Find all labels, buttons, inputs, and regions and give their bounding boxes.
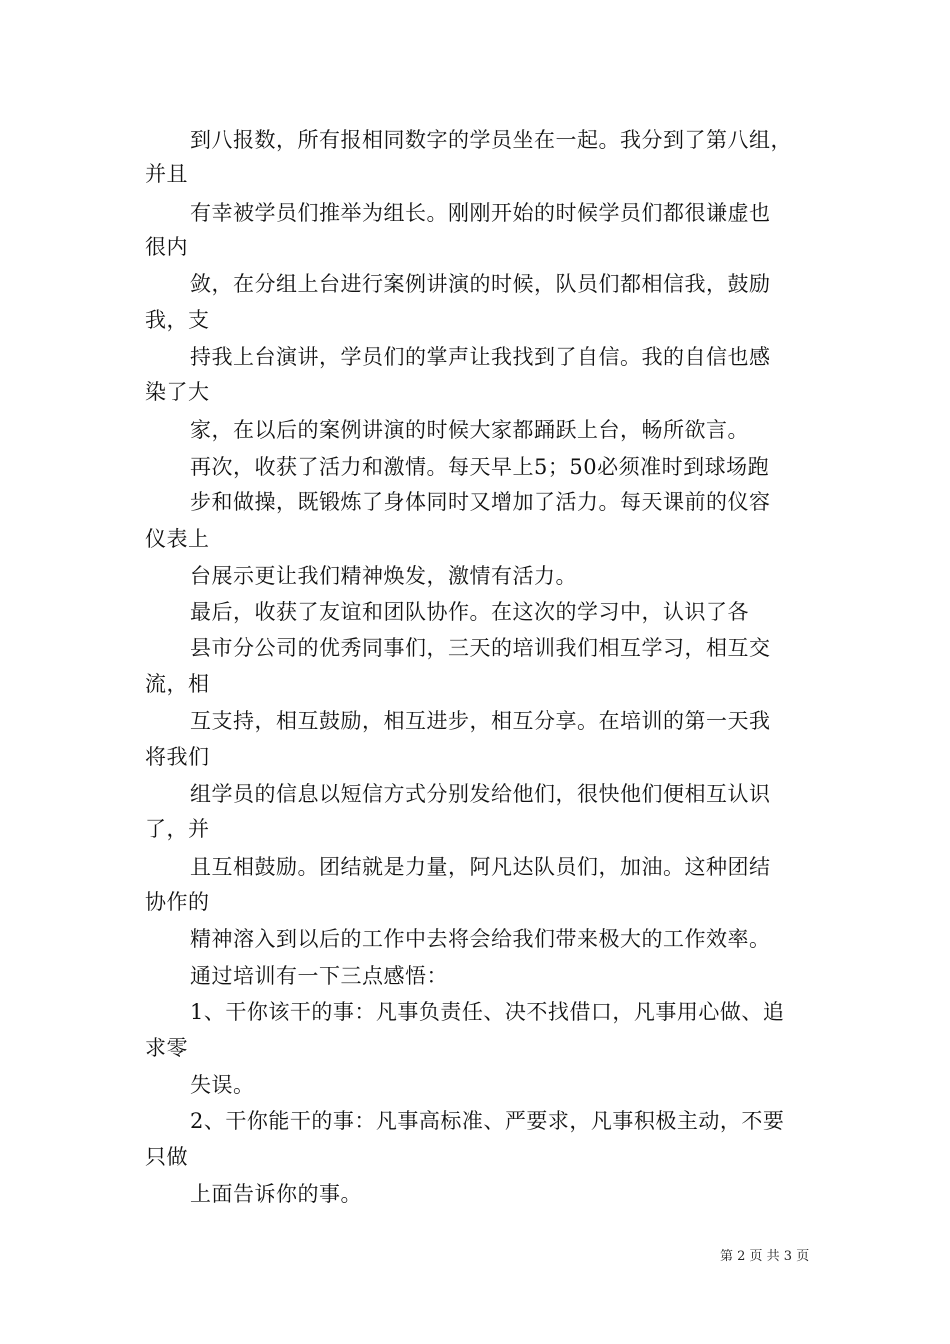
text-line: 将我们 — [145, 745, 210, 769]
text-line: 了，并 — [145, 817, 210, 841]
text-line: 步和做操，既锻炼了身体同时又增加了活力。每天课前的仪容 — [190, 490, 771, 514]
text-line: 通过培训有一下三点感悟： — [190, 964, 448, 988]
text-line: 组学员的信息以短信方式分别发给他们，很快他们便相互认识 — [190, 782, 771, 806]
text-line: 并且 — [145, 162, 188, 186]
text-line: 精神溶入到以后的工作中去将会给我们带来极大的工作效率。 — [190, 927, 771, 951]
text-line: 互支持，相互鼓励，相互进步，相互分享。在培训的第一天我 — [190, 709, 771, 733]
text-line: 失误。 — [190, 1073, 255, 1097]
text-line: 很内 — [145, 235, 188, 259]
page-number-footer: 第 2 页 共 3 页 — [720, 1249, 810, 1264]
text-line: 仪表上 — [145, 527, 210, 551]
text-line: 敛，在分组上台进行案例讲演的时候，队员们都相信我，鼓励 — [190, 272, 771, 296]
text-line: 我，支 — [145, 308, 210, 332]
text-line: 协作的 — [145, 890, 210, 914]
text-line: 最后，收获了友谊和团队协作。在这次的学习中，认识了各 — [190, 600, 749, 624]
text-line: 家，在以后的案例讲演的时候大家都踊跃上台，畅所欲言。 — [190, 418, 749, 442]
text-line: 1、干你该干的事：凡事负责任、决不找借口，凡事用心做、追 — [190, 1000, 785, 1024]
text-line: 染了大 — [145, 380, 210, 404]
text-line: 台展示更让我们精神焕发，激情有活力。 — [190, 564, 577, 588]
text-line: 上面告诉你的事。 — [190, 1182, 362, 1206]
text-line: 有幸被学员们推举为组长。刚刚开始的时候学员们都很谦虚也 — [190, 201, 771, 225]
text-line: 求零 — [145, 1036, 188, 1060]
text-line: 流，相 — [145, 672, 210, 696]
text-line: 2、干你能干的事：凡事高标准、严要求，凡事积极主动，不要 — [190, 1109, 785, 1133]
text-line: 持我上台演讲，学员们的掌声让我找到了自信。我的自信也感 — [190, 345, 771, 369]
text-line: 到八报数，所有报相同数字的学员坐在一起。我分到了第八组， — [190, 128, 792, 152]
text-line: 只做 — [145, 1145, 188, 1169]
text-line: 且互相鼓励。团结就是力量，阿凡达队员们，加油。这种团结 — [190, 855, 771, 879]
text-line: 县市分公司的优秀同事们，三天的培训我们相互学习，相互交 — [190, 636, 771, 660]
text-line: 再次，收获了活力和激情。每天早上5；50必须准时到球场跑 — [190, 455, 770, 479]
